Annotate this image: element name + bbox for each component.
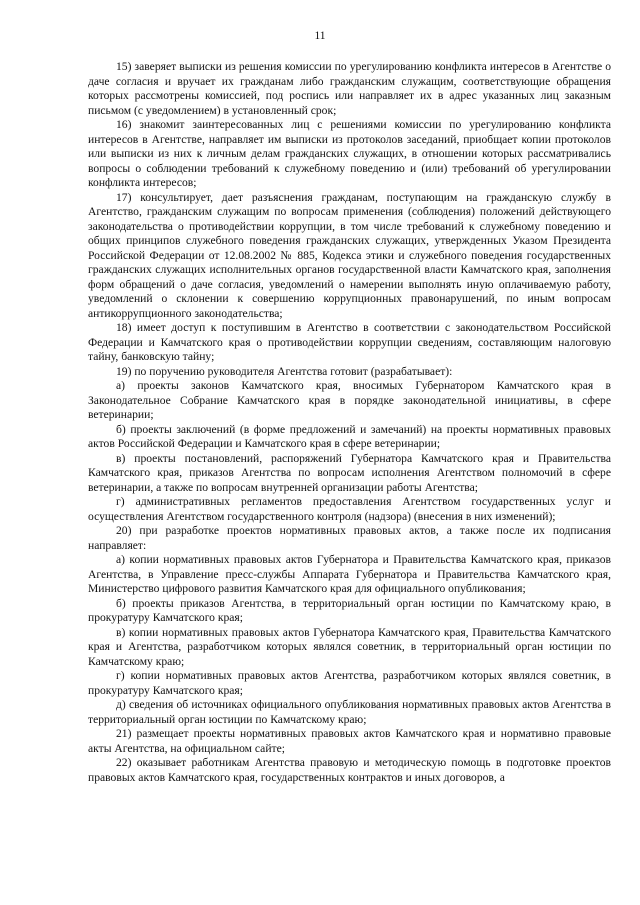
paragraph-20-d: д) сведения об источниках официального опубликования нормативных правовых актов Агентства в территориальный орган юстиции по Камчатскому краю; bbox=[88, 698, 611, 726]
paragraph-20-a: а) копии нормативных правовых актов Губернатора и Правительства Камчатского края, приказов Агентства, в Управление пресс-службы Аппарата Губернатора и Правительства Камчатского края, Министерство цифрового развития Камчатского края для официального опубликования; bbox=[88, 553, 611, 595]
paragraph-21: 21) размещает проекты нормативных правовых актов Камчатского края и нормативно правовые акты Агентства, на официальном сайте; bbox=[88, 727, 611, 755]
paragraph-19: 19) по поручению руководителя Агентства готовит (разрабатывает): bbox=[116, 364, 453, 378]
page-number: 11 bbox=[314, 30, 326, 42]
paragraph-19-a: а) проекты законов Камчатского края, вносимых Губернатором Камчатского края в Законодательное Собрание Камчатского края в порядке законодательной инициативы, в сфере ветеринарии; bbox=[88, 379, 611, 421]
paragraph-15: 15) заверяет выписки из решения комиссии по урегулированию конфликта интересов в Агентстве о даче согласия и вручает их гражданам либо гражданским служащим, соответствующие обращения которых рассмотрены комиссией, под роспись или направляет их в адрес указанных лиц заказным письмом (с уведомлением) в установленный срок; bbox=[88, 60, 611, 117]
paragraph-20-b: б) проекты приказов Агентства, в территориальный орган юстиции по Камчатскому краю, в прокуратуру Камчатского края; bbox=[88, 596, 611, 624]
paragraph-18: 18) имеет доступ к поступившим в Агентство в соответствии с законодательством Российской Федерации и Камчатского края о противодействии коррупции сведениям, составляющим налоговую тайну, банковскую тайну; bbox=[88, 321, 611, 363]
paragraph-19-g: г) административных регламентов предоставления Агентством государственных услуг и осуществления Агентством государственного контроля (надзора) (внесения в них изменений); bbox=[88, 495, 611, 523]
paragraph-19-b: б) проекты заключений (в форме предложений и замечаний) на проекты нормативных правовых актов Российской Федерации и Камчатского края в сфере ветеринарии; bbox=[88, 422, 611, 450]
paragraph-17: 17) консультирует, дает разъяснения гражданам, поступающим на гражданскую службу в Агентство, гражданским служащим по вопросам применения (соблюдения) положений действующего законодательства о противодействии коррупции, в том числе требований к служебному поведению и общих принципов служебного поведения гражданских служащих, утвержденных Указом Президента Российской Федерации от 12.08.2002 № 885, Кодекса этики и служебного поведения государственных гражданских служащих исполнительных органов государственной власти Камчатского края, заполнения форм обращений о даче согласия, уведомлений о намерении выполнять иную оплачиваемую работу, уведомлений о склонении к совершению коррупционных правонарушений, по иным вопросам антикоррупционного законодательства; bbox=[88, 190, 611, 320]
paragraph-16: 16) знакомит заинтересованных лиц с решениями комиссии по урегулированию конфликта интересов в Агентстве, направляет им выписки из протоколов заседаний, приобщает копии протоколов или выписки из них к личным делам гражданских служащих, в отношении которых рассматривались вопросы о соблюдении требований к служебному поведению и (или) требований об урегулировании конфликта интересов; bbox=[88, 118, 611, 189]
paragraph-20-g: г) копии нормативных правовых актов Агентства, разработчиком которых являлся советник, в прокуратуру Камчатского края; bbox=[88, 669, 611, 697]
paragraph-20-v: в) копии нормативных правовых актов Губернатора Камчатского края, Правительства Камчатского края и Агентства, разработчиком которых являлся советник, в территориальный орган юстиции по Камчатскому краю; bbox=[88, 625, 611, 668]
paragraph-20: 20) при разработке проектов нормативных правовых актов, а также после их подписания направляет: bbox=[88, 524, 611, 552]
paragraph-19-v: в) проекты постановлений, распоряжений Губернатора Камчатского края и Правительства Камчатского края, приказов Агентства по вопросам исполнения Агентством полномочий в сфере ветеринарии, а также по вопросам внутренней организации работы Агентства; bbox=[88, 451, 611, 494]
document-body bbox=[88, 60, 611, 785]
paragraph-22: 22) оказывает работникам Агентства правовую и методическую помощь в подготовке проектов правовых актов Камчатского края, государственных контрактов и иных договоров, а bbox=[88, 756, 611, 784]
